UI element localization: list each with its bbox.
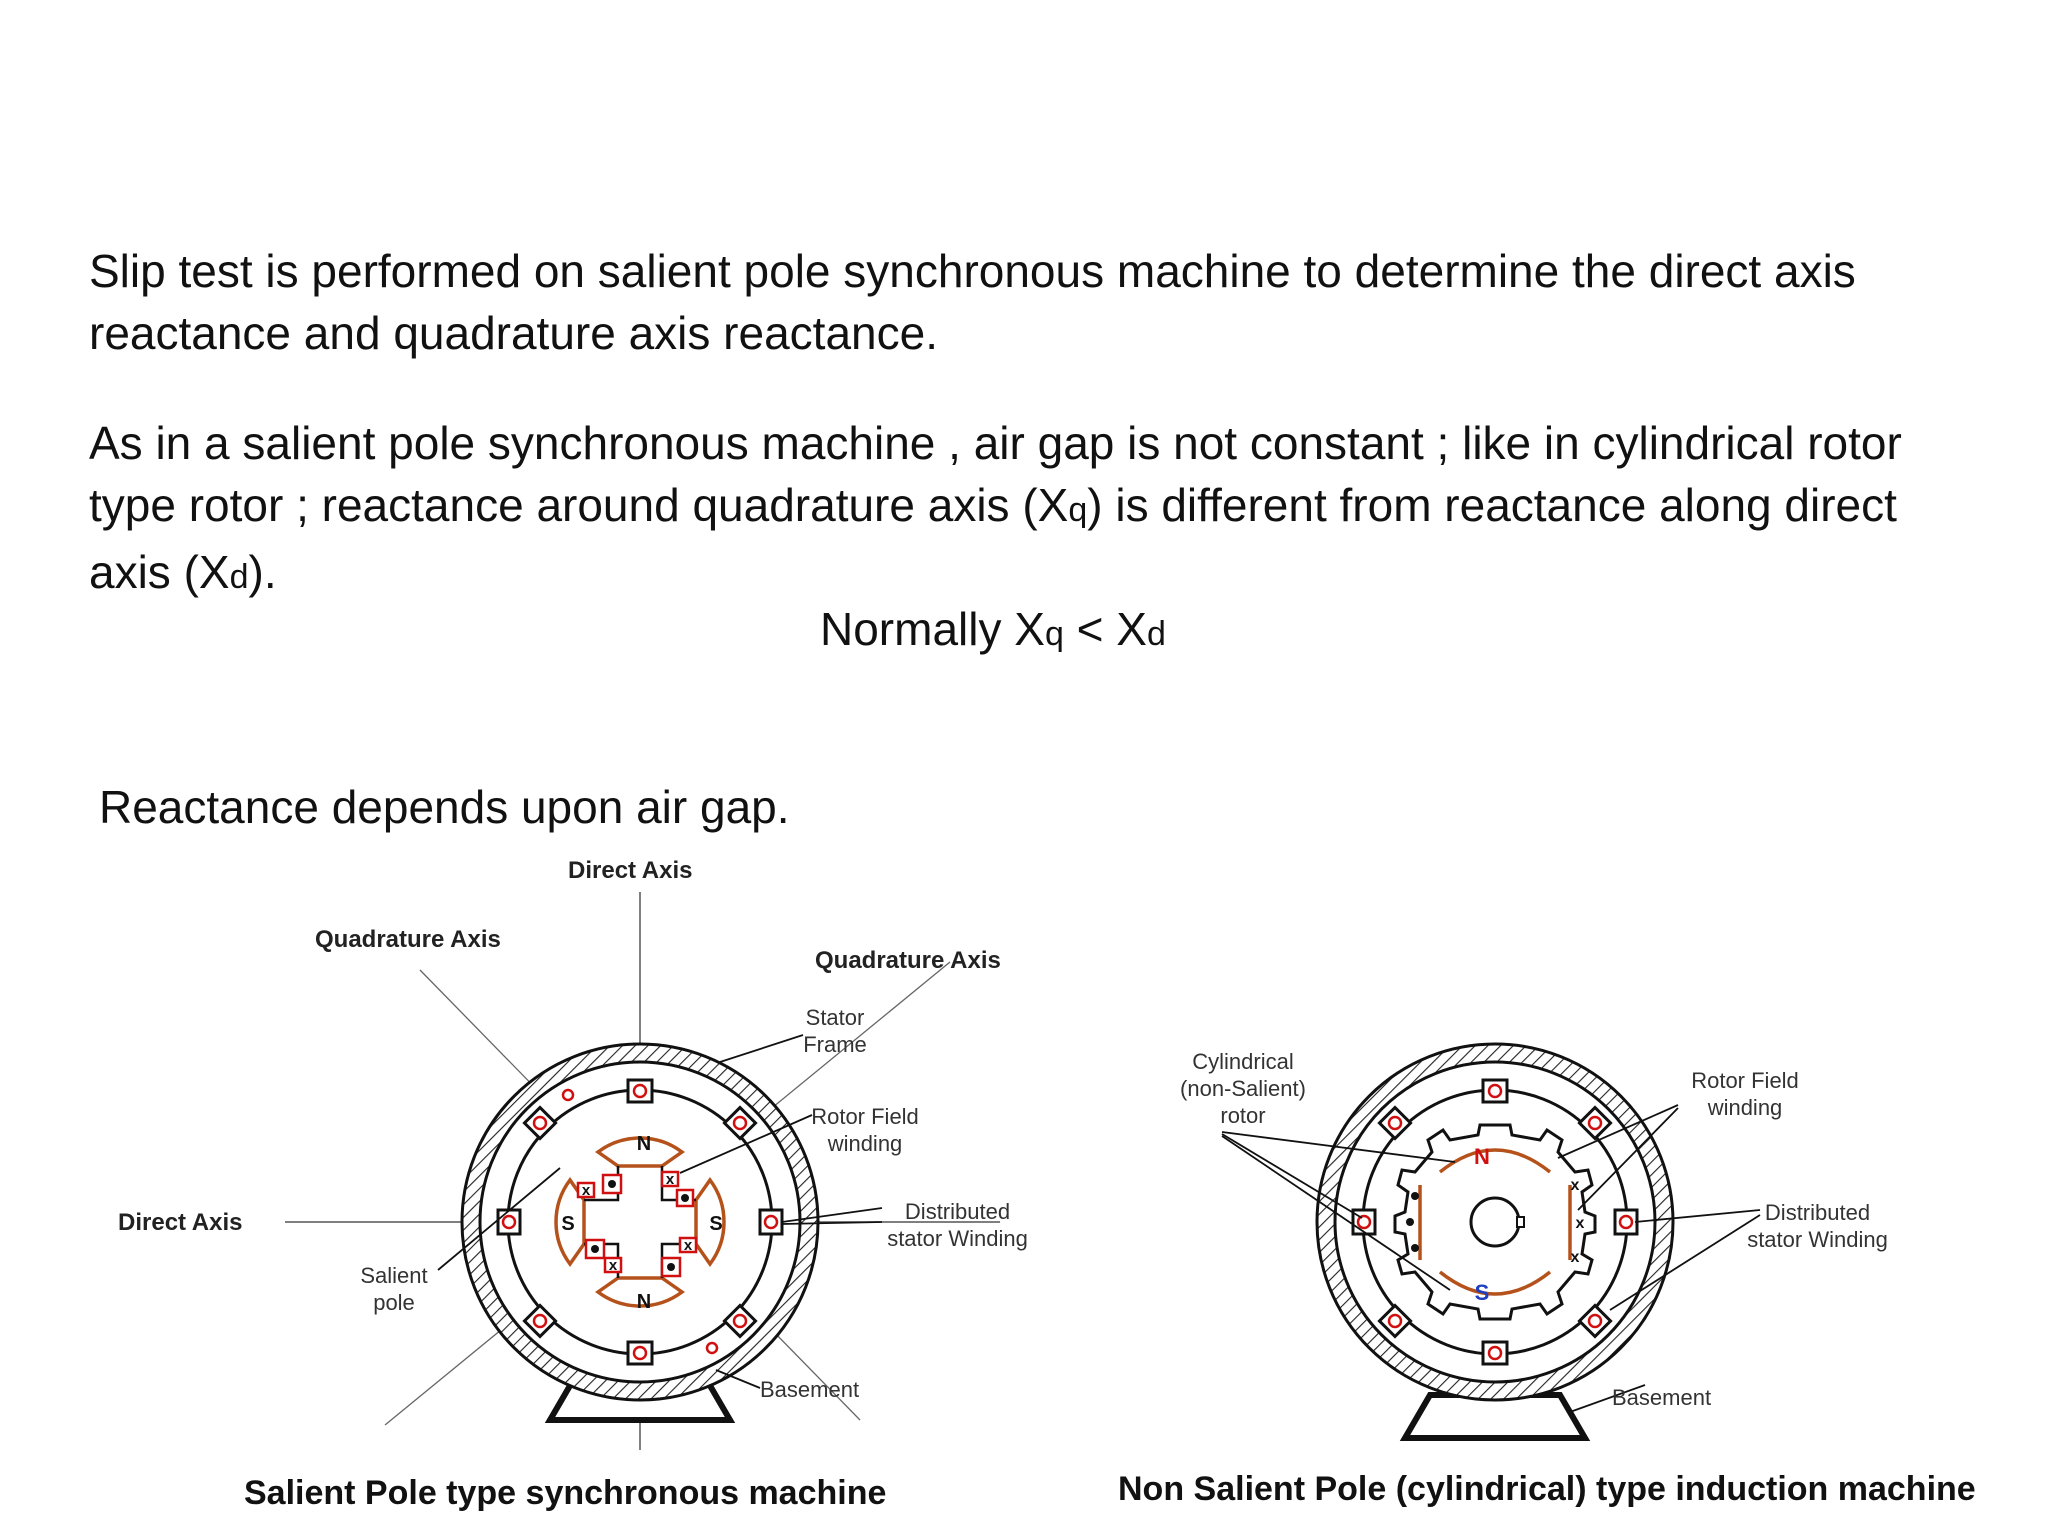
salient-pole-diagram <box>0 840 1100 1460</box>
salient-pole-label-1: Salient <box>360 1263 428 1288</box>
pole-letter-s-right: S <box>1474 1280 1490 1305</box>
cylindrical-rotor-label-2: (non-Salient) <box>1180 1076 1306 1101</box>
stator-slot <box>628 1080 652 1102</box>
reactance-statement: Reactance depends upon air gap. <box>99 781 790 833</box>
stator-frame-label-1: Stator <box>805 1005 865 1030</box>
distributed-label-left-2: stator Winding <box>887 1226 1028 1251</box>
conductor-cross: x <box>1570 1177 1580 1194</box>
stator-slot <box>1483 1342 1507 1364</box>
stator-slot <box>498 1210 520 1234</box>
rotor-shaft <box>1471 1198 1519 1246</box>
distributed-label-right-2: stator Winding <box>1747 1227 1888 1252</box>
pole-letter-s: S <box>709 1213 723 1235</box>
conductor-dot <box>667 1263 675 1271</box>
air-gap-line-2-b: ) is different from reactance along direct <box>1087 479 1897 531</box>
basement-label-left: Basement <box>760 1377 860 1402</box>
rotor-field-label-left-1: Rotor Field <box>811 1104 919 1129</box>
normally-sub-q: q <box>1044 615 1064 653</box>
stator-frame-label-2: Frame <box>803 1032 867 1057</box>
xq-subscript: q <box>1068 491 1088 529</box>
conductor-dot <box>608 1180 616 1188</box>
cylindrical-rotor-label-1: Cylindrical <box>1192 1049 1294 1074</box>
cylindrical-rotor-label <box>1168 1048 1318 1129</box>
rotor-field-label-left <box>800 1103 930 1157</box>
cylindrical-rotor-label-3: rotor <box>1220 1103 1266 1128</box>
salient-pole-label <box>352 1262 436 1316</box>
air-gap-line-3-a: axis (X <box>89 546 230 598</box>
stator-slot <box>1615 1210 1637 1234</box>
intro-line-1: Slip test is performed on salient pole synchronous machine to determine the direct axis <box>89 245 1856 297</box>
conductor-cross: x <box>683 1237 693 1254</box>
rotor-field-label-right-2: winding <box>1707 1095 1783 1120</box>
distributed-label-left-1: Distributed <box>904 1199 1011 1224</box>
rotor-field-label-left-2: winding <box>827 1131 903 1156</box>
normally-relation <box>820 598 1166 665</box>
stator-slot <box>760 1210 782 1234</box>
normally-sub-d: d <box>1146 615 1166 653</box>
pole-letter-n: N <box>636 1133 652 1155</box>
conductor-cross: x <box>665 1171 675 1188</box>
salient-pole-caption: Salient Pole type synchronous machine <box>244 1474 887 1512</box>
conductor-cross: x <box>1575 1215 1585 1232</box>
air-gap-line-2 <box>89 474 2019 541</box>
conductor-cross: x <box>1570 1249 1580 1266</box>
direct-axis-left-label: Direct Axis <box>118 1209 243 1236</box>
stator-slot <box>1483 1080 1507 1102</box>
distributed-label-right <box>1735 1199 1900 1253</box>
xd-subscript: d <box>229 558 249 596</box>
conductor-dot <box>1411 1192 1419 1200</box>
air-gap-line-3-b: ). <box>248 546 277 598</box>
distributed-label-left <box>875 1198 1040 1252</box>
intro-line-2: reactance and quadrature axis reactance. <box>89 307 938 359</box>
basement-label-right: Basement <box>1612 1385 1712 1410</box>
cylindrical-caption: Non Salient Pole (cylindrical) type induction machine <box>1118 1470 1976 1508</box>
direct-axis-top-label: Direct Axis <box>568 857 693 884</box>
pole-letter-n: N <box>636 1291 652 1313</box>
quadrature-axis-left-label: Quadrature Axis <box>315 926 501 953</box>
air-gap-paragraph <box>89 412 2019 608</box>
rotor-field-label-right-1: Rotor Field <box>1691 1068 1799 1093</box>
conductor-dot <box>591 1245 599 1253</box>
salient-pole-label-2: pole <box>373 1290 415 1315</box>
conductor-cross: x <box>608 1257 618 1274</box>
intro-paragraph <box>89 240 2019 364</box>
conductor-dot <box>1411 1244 1419 1252</box>
conductor-dot <box>1406 1218 1414 1226</box>
normally-a: Normally X <box>820 603 1045 655</box>
stator-frame-label <box>790 1004 880 1058</box>
distributed-label-right-1: Distributed <box>1764 1200 1871 1225</box>
shaft-key <box>1517 1217 1524 1227</box>
quadrature-axis-right-label: Quadrature Axis <box>815 947 1001 974</box>
pole-letter-s: S <box>561 1213 575 1235</box>
air-gap-line-2-a: type rotor ; reactance around quadrature axis (X <box>89 479 1069 531</box>
conductor-dot <box>681 1194 689 1202</box>
pole-letter-n-right: N <box>1474 1144 1490 1169</box>
stator-slot <box>628 1342 652 1364</box>
rotor-field-label-right <box>1680 1067 1810 1121</box>
air-gap-line-1: As in a salient pole synchronous machine , air gap is not constant ; like in cylindrical rotor <box>89 417 1902 469</box>
normally-mid: < X <box>1063 603 1147 655</box>
conductor-cross: x <box>581 1182 591 1199</box>
